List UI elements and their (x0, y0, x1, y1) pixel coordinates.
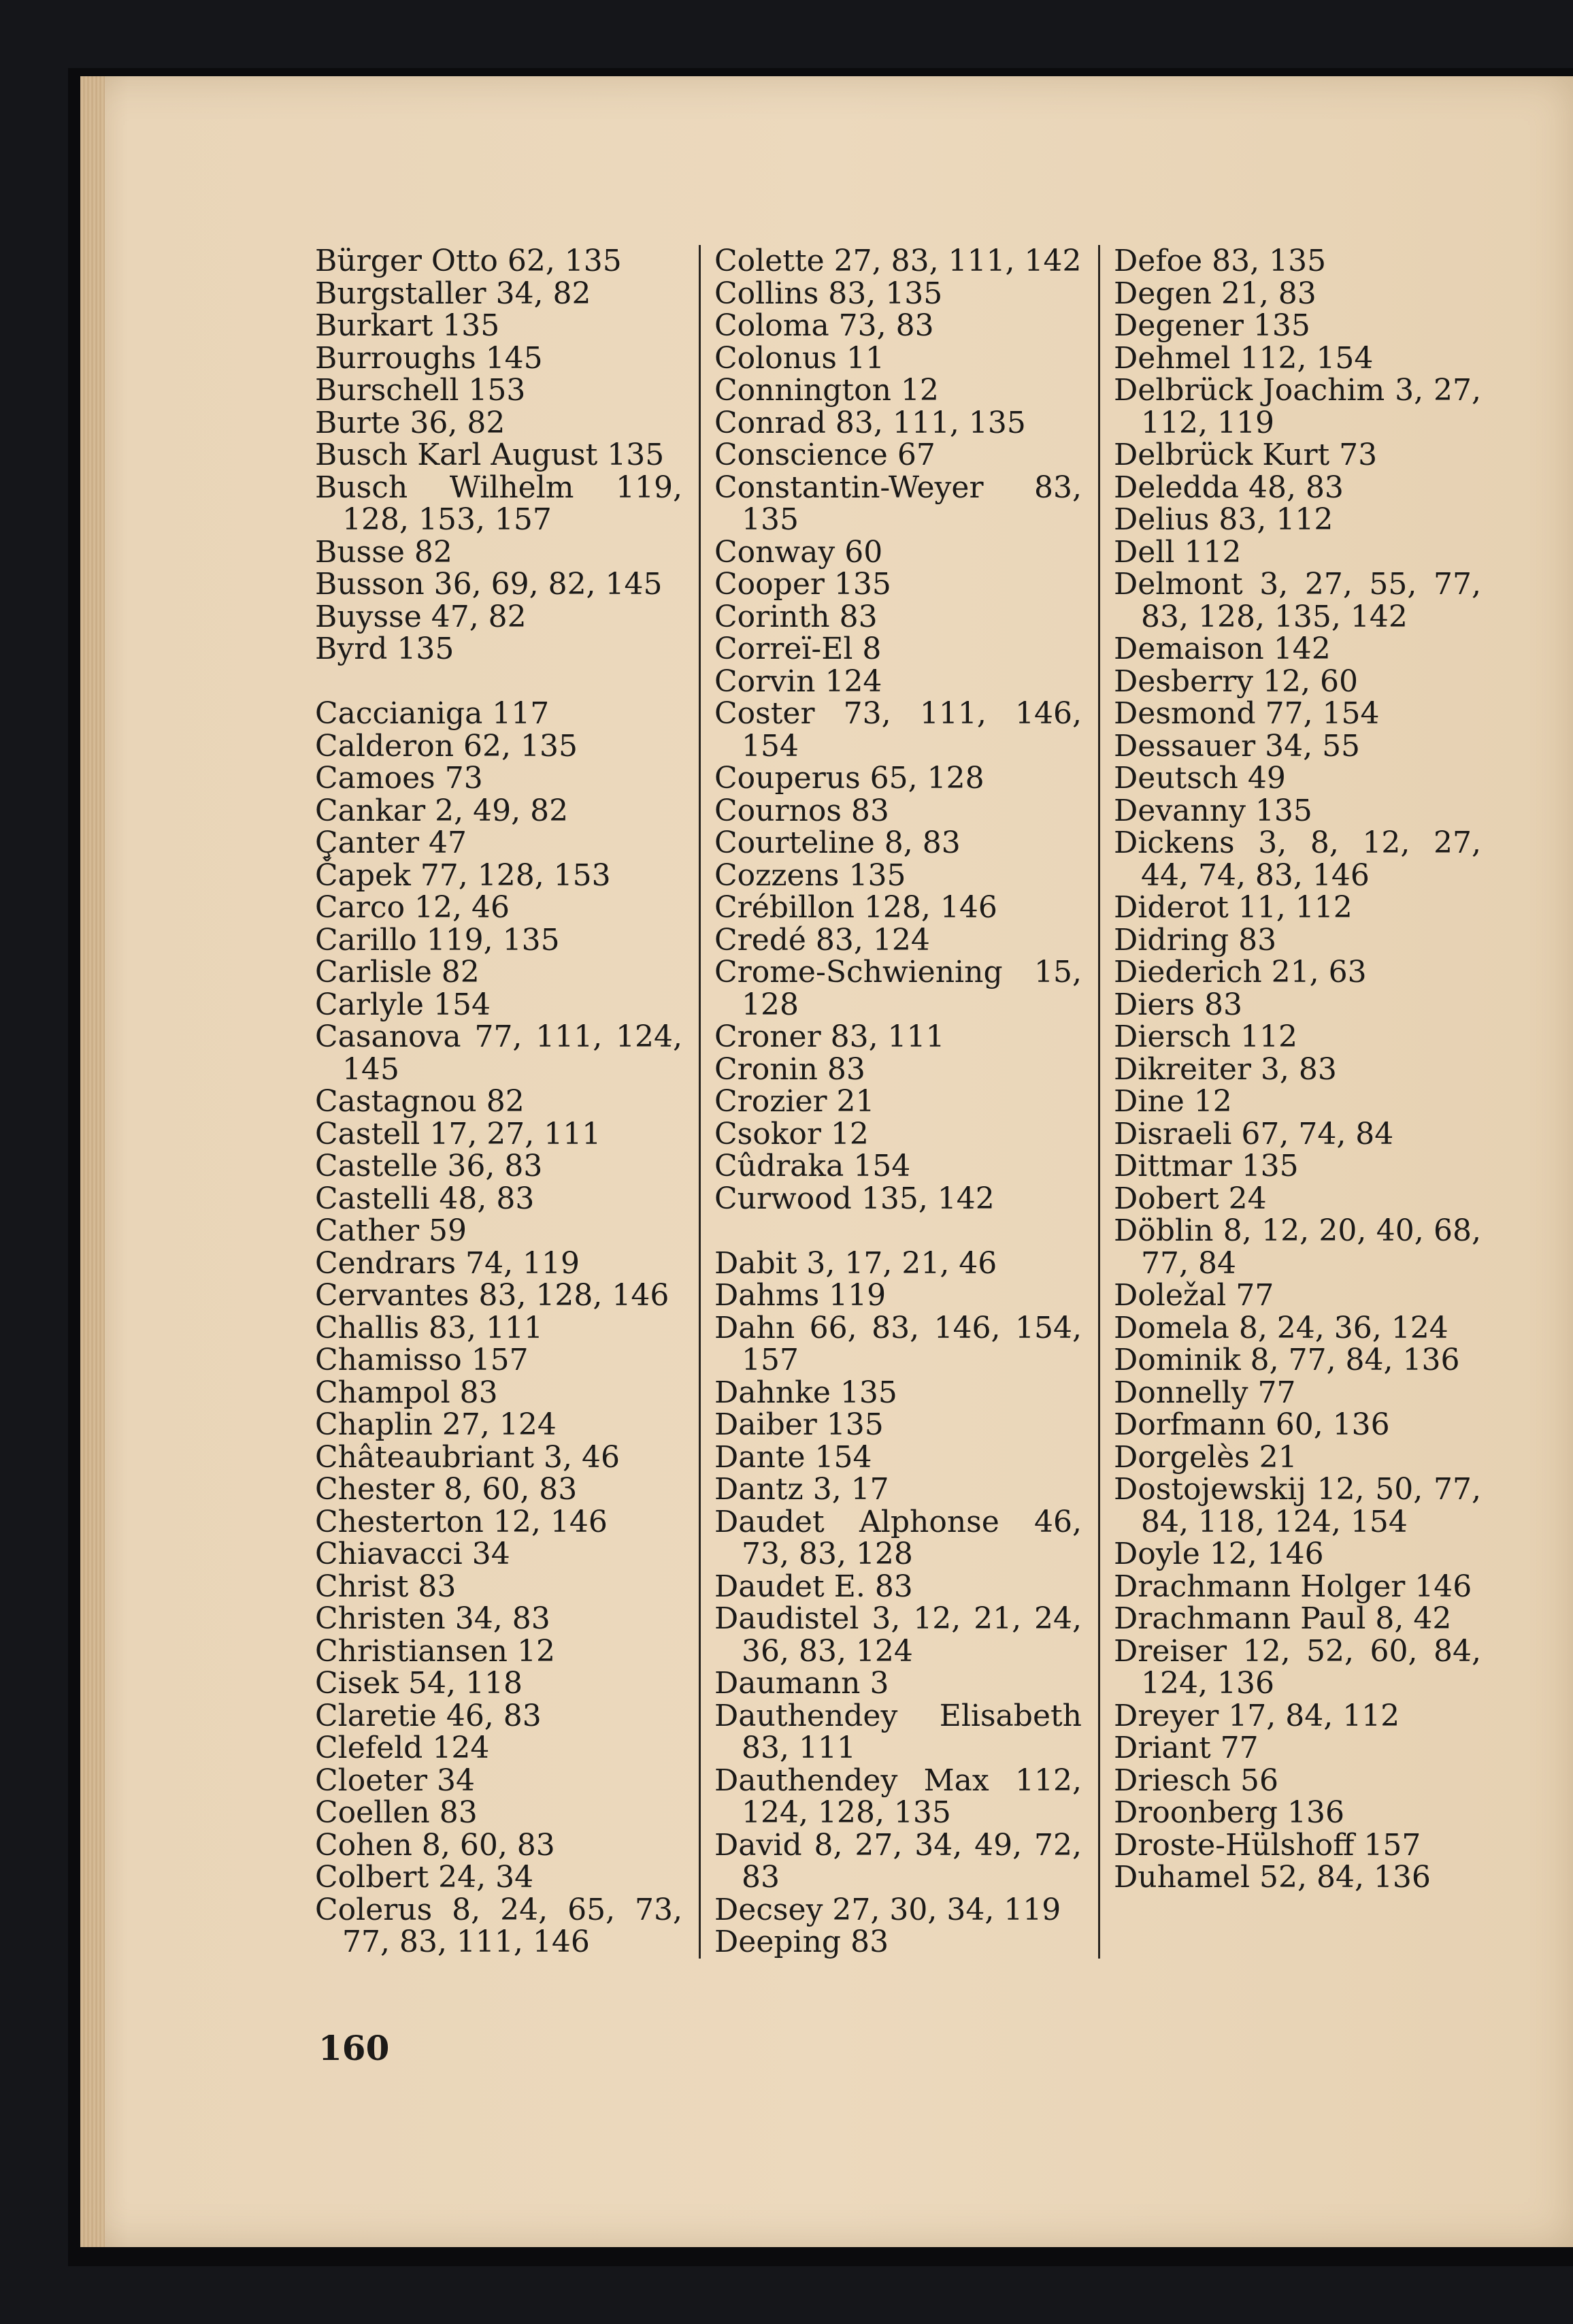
index-entry: Doležal 77 (1114, 1278, 1274, 1313)
index-entry: Dell 112 (1114, 534, 1242, 570)
index-entry: Chiavacci 34 (315, 1537, 510, 1571)
index-entry: Carco 12, 46 (315, 890, 510, 925)
index-entry: Dantz 3, 17 (714, 1472, 889, 1507)
index-entry: Champol 83 (315, 1375, 498, 1410)
index-entry: Dorfmann 60, 136 (1114, 1407, 1390, 1442)
index-entry: Cooper 135 (714, 567, 891, 602)
index-entry: Dante 154 (714, 1439, 872, 1475)
index-entry: Cloeter 34 (315, 1763, 475, 1798)
index-entry: Daudistel 3, 12, 21, 24, 36, 83, 124 (714, 1601, 1082, 1669)
index-entry: Calderon 62, 135 (315, 728, 578, 764)
index-entry: Châteaubriant 3, 46 (315, 1439, 620, 1475)
index-entry: Carlisle 82 (315, 955, 480, 989)
index-entry: Clefeld 124 (315, 1731, 490, 1765)
index-entry: Caccianiga 117 (315, 696, 550, 731)
index-entry: Bürger Otto 62, 135 (315, 244, 622, 278)
index-entry: Dahms 119 (714, 1278, 887, 1313)
index-entry: Croner 83, 111 (714, 1019, 945, 1054)
index-entry: Čapek 77, 128, 153 (315, 857, 611, 893)
index-entry: Drachmann Holger 146 (1114, 1569, 1472, 1604)
index-entry: Crome-Schwiening 15, 128 (714, 955, 1082, 1022)
index-entry: Chamisso 157 (315, 1343, 529, 1377)
index-entry: Crozier 21 (714, 1084, 875, 1119)
index-entry: Courteline 8, 83 (714, 825, 961, 860)
index-entry: Cendrars 74, 119 (315, 1245, 580, 1281)
index-entry: Degener 135 (1114, 308, 1310, 343)
index-entry: Busch Karl August 135 (315, 438, 665, 472)
index-entry: Dauthendey Elisabeth 83, 111 (714, 1698, 1082, 1765)
index-entry: Carillo 119, 135 (315, 922, 560, 958)
index-entry: Droonberg 136 (1114, 1795, 1345, 1830)
index-entry: Deeping 83 (714, 1925, 889, 1959)
index-entry: Domela 8, 24, 36, 124 (1114, 1310, 1448, 1345)
index-entry: Castelli 48, 83 (315, 1181, 535, 1216)
index-entry: Coellen 83 (315, 1795, 478, 1830)
index-entry: Corinth 83 (714, 599, 878, 634)
index-entry: Chaplin 27, 124 (315, 1407, 557, 1442)
index-entry: Burgstaller 34, 82 (315, 276, 591, 311)
index-entry: Devanny 135 (1114, 793, 1312, 828)
index-entry: Dehmel 112, 154 (1114, 340, 1374, 376)
index-entry: Connington 12 (714, 373, 939, 408)
index-entry: Cankar 2, 49, 82 (315, 793, 569, 828)
index-entry: Conscience 67 (714, 438, 935, 472)
index-entry: Dabit 3, 17, 21, 46 (714, 1245, 997, 1281)
index-entry: Dauthendey Max 112, 124, 128, 135 (714, 1763, 1082, 1830)
index-entry: Droste-Hülshoff 157 (1114, 1827, 1421, 1863)
index-entry: Defoe 83, 135 (1114, 244, 1327, 278)
index-column-1 (315, 245, 699, 1959)
index-entry: Colerus 8, 24, 65, 73, 77, 83, 111, 146 (315, 1892, 682, 1959)
index-entry: Cozzens 135 (714, 857, 906, 893)
index-entry: Christen 34, 83 (315, 1601, 550, 1636)
index-entry: Busse 82 (315, 534, 452, 570)
index-entry: Corvin 124 (714, 664, 882, 699)
index-entry: Dobert 24 (1114, 1181, 1267, 1216)
index-entry: Cervantes 83, 128, 146 (315, 1278, 669, 1313)
index-entry: Dostojewskij 12, 50, 77, 84, 118, 124, 154 (1114, 1472, 1481, 1539)
index-columns (315, 245, 1481, 1959)
index-entry: Didring 83 (1114, 922, 1277, 958)
index-entry: David 8, 27, 34, 49, 72, 83 (714, 1827, 1082, 1895)
index-entry: Dine 12 (1114, 1084, 1232, 1119)
index-entry: Burroughs 145 (315, 340, 543, 376)
index-entry: Doyle 12, 146 (1114, 1537, 1324, 1571)
index-entry: Cûdraka 154 (714, 1149, 911, 1183)
index-entry: Castelle 36, 83 (315, 1149, 543, 1183)
index-entry: Couperus 65, 128 (714, 761, 984, 796)
index-entry: Chesterton 12, 146 (315, 1504, 608, 1539)
index-entry: Delbrück Joachim 3, 27, 112, 119 (1114, 373, 1481, 440)
letter-gap (714, 1215, 1082, 1247)
index-entry: Burschell 153 (315, 373, 526, 408)
index-entry: Collins 83, 135 (714, 276, 943, 311)
index-entry: Castell 17, 27, 111 (315, 1116, 601, 1151)
index-entry: Decsey 27, 30, 34, 119 (714, 1892, 1061, 1927)
index-entry: Delius 83, 112 (1114, 502, 1334, 537)
index-entry: Dreyer 17, 84, 112 (1114, 1698, 1400, 1733)
index-column-2 (699, 245, 1098, 1959)
index-entry: Cohen 8, 60, 83 (315, 1827, 555, 1863)
index-entry: Demaison 142 (1114, 632, 1331, 666)
index-entry: Conway 60 (714, 534, 883, 570)
index-entry: Diers 83 (1114, 987, 1242, 1022)
index-entry: Dikreiter 3, 83 (1114, 1051, 1337, 1087)
index-entry: Diersch 112 (1114, 1019, 1297, 1054)
index-entry: Dahnke 135 (714, 1375, 897, 1410)
index-entry: Disraeli 67, 74, 84 (1114, 1116, 1394, 1151)
index-entry: Cisek 54, 118 (315, 1666, 523, 1701)
index-entry: Deutsch 49 (1114, 761, 1286, 796)
index-entry: Busson 36, 69, 82, 145 (315, 567, 663, 602)
index-entry: Degen 21, 83 (1114, 276, 1317, 311)
index-entry: Daumann 3 (714, 1666, 889, 1701)
index-entry: Colbert 24, 34 (315, 1860, 534, 1895)
index-entry: Christiansen 12 (315, 1633, 555, 1669)
index-entry: Donnelly 77 (1114, 1375, 1296, 1410)
index-entry: Castagnou 82 (315, 1084, 525, 1119)
letter-gap (315, 666, 682, 698)
index-entry: Dittmar 135 (1114, 1149, 1299, 1183)
index-entry: Casanova 77, 111, 124, 145 (315, 1019, 682, 1087)
index-entry: Challis 83, 111 (315, 1310, 543, 1345)
index-entry: Daudet E. 83 (714, 1569, 913, 1604)
index-entry: Diderot 11, 112 (1114, 890, 1353, 925)
index-entry: Driant 77 (1114, 1731, 1259, 1765)
index-entry: Crébillon 128, 146 (714, 890, 997, 925)
index-entry: Busch Wilhelm 119, 128, 153, 157 (315, 470, 682, 537)
index-column-3 (1098, 245, 1481, 1959)
index-entry: Credé 83, 124 (714, 922, 930, 958)
index-entry: Dahn 66, 83, 146, 154, 157 (714, 1310, 1082, 1377)
index-entry: Camoes 73 (315, 761, 483, 796)
index-entry: Cournos 83 (714, 793, 889, 828)
index-entry: Christ 83 (315, 1569, 457, 1604)
index-entry: Dominik 8, 77, 84, 136 (1114, 1343, 1460, 1377)
index-entry: Byrd 135 (315, 632, 454, 666)
index-entry: Dickens 3, 8, 12, 27, 44, 74, 83, 146 (1114, 825, 1481, 893)
index-entry: Daudet Alphonse 46, 73, 83, 128 (714, 1504, 1082, 1571)
index-entry: Dreiser 12, 52, 60, 84, 124, 136 (1114, 1633, 1481, 1701)
index-entry: Curwood 135, 142 (714, 1181, 995, 1216)
index-entry: Csokor 12 (714, 1116, 869, 1151)
index-entry: Desmond 77, 154 (1114, 696, 1380, 731)
index-entry: Conrad 83, 111, 135 (714, 405, 1026, 440)
index-entry: Driesch 56 (1114, 1763, 1278, 1798)
index-entry: Buysse 47, 82 (315, 599, 527, 634)
index-entry: Claretie 46, 83 (315, 1698, 542, 1733)
index-entry: Delmont 3, 27, 55, 77, 83, 128, 135, 142 (1114, 567, 1481, 634)
index-entry: Coloma 73, 83 (714, 308, 934, 343)
page-number: 160 (318, 2028, 390, 2068)
index-entry: Burkart 135 (315, 308, 500, 343)
index-entry: Colonus 11 (714, 340, 884, 376)
index-entry: Cronin 83 (714, 1051, 865, 1087)
index-entry: Drachmann Paul 8, 42 (1114, 1601, 1452, 1636)
index-entry: Colette 27, 83, 111, 142 (714, 244, 1082, 278)
index-entry: Duhamel 52, 84, 136 (1114, 1860, 1431, 1895)
index-entry: Burte 36, 82 (315, 405, 506, 440)
page-edge (80, 76, 105, 2247)
index-entry: Correï-El 8 (714, 632, 882, 666)
index-entry: Deledda 48, 83 (1114, 470, 1344, 505)
index-entry: Diederich 21, 63 (1114, 955, 1367, 989)
index-entry: Desberry 12, 60 (1114, 664, 1358, 699)
index-entry: Carlyle 154 (315, 987, 491, 1022)
index-entry: Coster 73, 111, 146, 154 (714, 696, 1082, 764)
index-entry: Çanter 47 (315, 825, 467, 860)
index-entry: Dorgelès 21 (1114, 1439, 1297, 1475)
index-entry: Döblin 8, 12, 20, 40, 68, 77, 84 (1114, 1213, 1481, 1281)
index-entry: Constantin-Weyer 83, 135 (714, 470, 1082, 537)
index-entry: Chester 8, 60, 83 (315, 1472, 578, 1507)
index-entry: Delbrück Kurt 73 (1114, 438, 1378, 472)
index-entry: Daiber 135 (714, 1407, 884, 1442)
index-entry: Dessauer 34, 55 (1114, 728, 1361, 764)
index-entry: Cather 59 (315, 1213, 467, 1248)
